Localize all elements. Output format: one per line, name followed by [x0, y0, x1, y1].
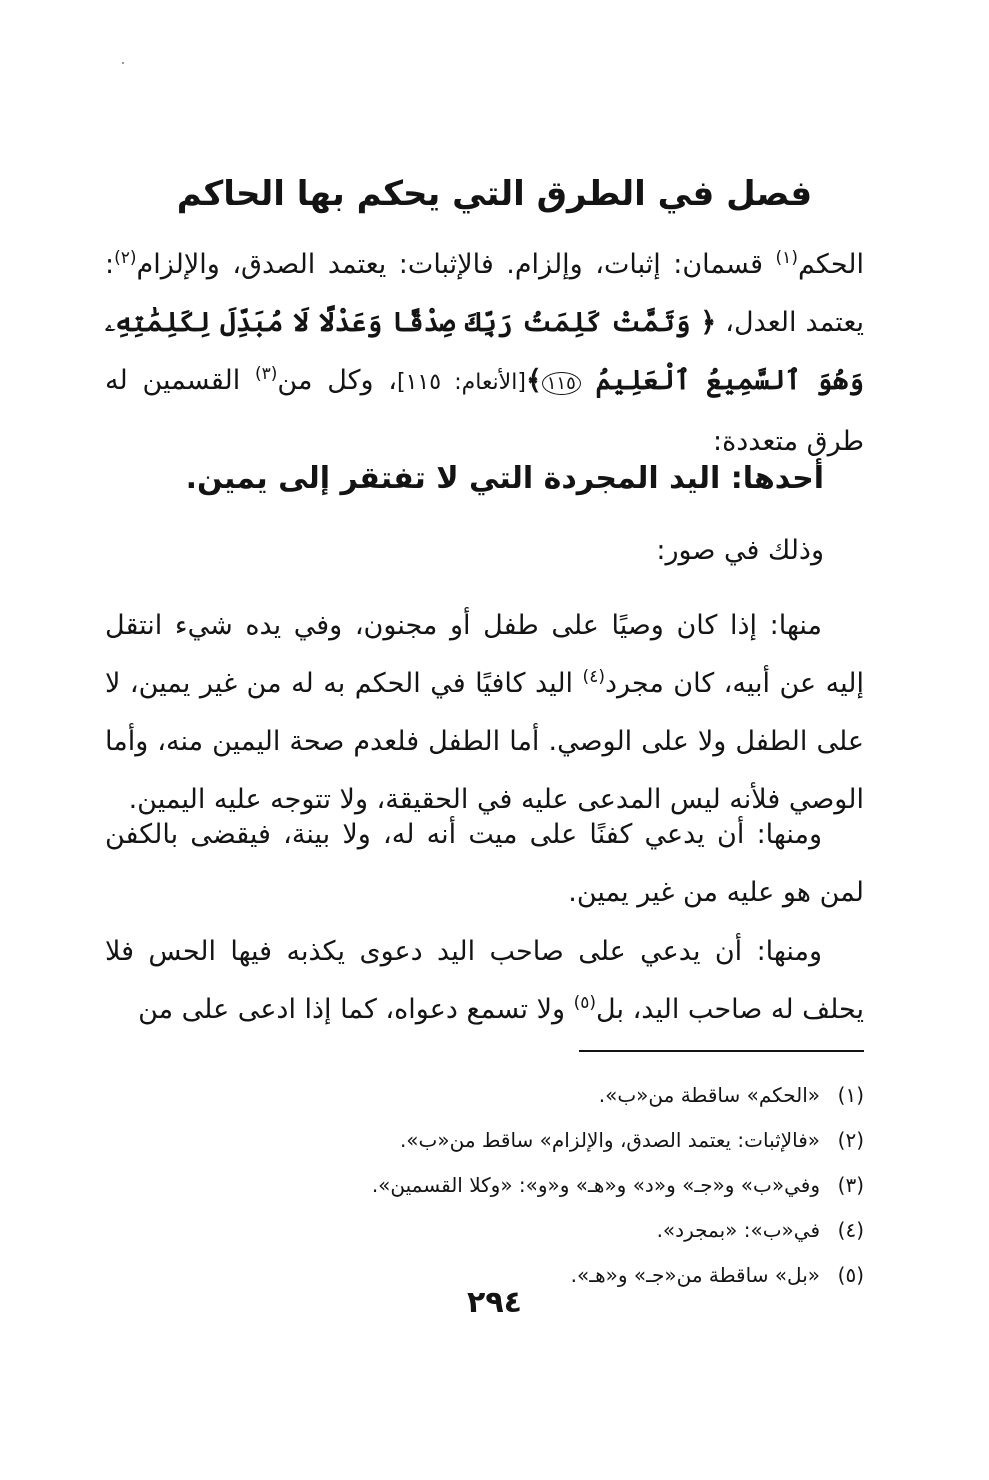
paragraph-minha-3: [105, 923, 864, 1039]
footnote-text: «فالإثبات: يعتمد الصدق، والإلزام» ساقط من«ب».: [399, 1128, 820, 1152]
quran-verse: ﴿ وَتَمَّتْ كَلِمَتُ رَبِّكَ صِدْقًا وَعَدْلًا لَا مُبَدِّلَ لِكَلِمَٰتِهِۦ وَهُوَ ٱلسَّمِيعُ ٱلْعَلِيمُ: [105, 307, 864, 396]
chapter-title: فصل في الطرق التي يحكم بها الحاكم: [176, 174, 813, 214]
intro-paragraph: [105, 236, 864, 471]
footnote-text: وفي«ب» و«جـ» و«د» و«هـ» و«و»: «وكلا القسمين».: [371, 1173, 820, 1197]
footnote-item: [120, 1118, 864, 1163]
footnote-text: «بل» ساقطة من«جـ» و«هـ».: [570, 1263, 820, 1287]
minha3-text-2: ولا تسمع دعواه، كما إذا ادعى على من: [138, 994, 574, 1025]
intro-text-1: الحكم: [797, 249, 864, 280]
footnote-number: (٢): [837, 1128, 864, 1152]
footnote-ref-1: (١): [775, 248, 798, 268]
scan-speck: [122, 62, 124, 64]
paragraph-minha-1: [105, 597, 864, 829]
intro-text-5: القسمين له طرق متعددة:: [105, 365, 864, 457]
footnote-number: (٤): [837, 1218, 864, 1242]
footnote-separator: [579, 1050, 864, 1052]
footnote-number: (٥): [837, 1263, 864, 1287]
footnote-item: [120, 1208, 864, 1253]
footnote-ref-5: (٥): [573, 993, 597, 1013]
intro-text-2: قسمان: إثبات، وإلزام. فالإثبات: يعتمد الصدق، والإلزام: [136, 249, 776, 280]
intro-text-4: ، وكل من: [277, 365, 397, 396]
quran-close-bracket: ﴾: [525, 365, 542, 396]
footnote-item: [120, 1163, 864, 1208]
section-heading: أحدها: اليد المجردة التي لا تفتقر إلى يمين.: [185, 461, 824, 496]
footnote-text: «الحكم» ساقطة من«ب».: [598, 1083, 820, 1107]
minha3-text-1: ومنها: أن يدعي على صاحب اليد دعوى يكذبه فيها الحس فلا يحلف له صاحب اليد، بل: [105, 936, 864, 1025]
forms-paragraph: وذلك في صور:: [656, 535, 824, 566]
minha2-text: ومنها: أن يدعي كفنًا على ميت أنه له، ولا بينة، فيقضى بالكفن لمن هو عليه من غير يمين.: [105, 819, 864, 908]
footnote-ref-4: (٤): [582, 667, 605, 687]
paragraph-minha-2: [105, 806, 864, 922]
verse-reference: [الأنعام: ١١٥]: [397, 370, 526, 395]
footnote-number: (٣): [837, 1173, 864, 1197]
footnote-number: (١): [837, 1083, 864, 1107]
footnotes-list: [120, 1073, 864, 1298]
footnote-ref-3: (٣): [255, 364, 278, 384]
minha1-text-1: منها: إذا كان وصيًا على طفل أو مجنون، وفي يده شيء انتقل إليه عن أبيه، كان مجرد: [105, 610, 865, 699]
ayah-number: ١١٥: [542, 372, 581, 395]
intro-text-3: : يعتمد العدل،: [105, 249, 864, 338]
page-number: ٢٩٤: [467, 1285, 522, 1320]
footnote-ref-2: (٢): [114, 248, 137, 268]
footnote-item: [120, 1073, 864, 1118]
minha1-text-2: اليد كافيًا في الحكم به له من غير يمين، لا على الطفل ولا على الوصي. أما الطفل فلعدم صحة اليمين منه، وأما الوصي فلأنه ليس المدعى عليه في الحقيقة، ولا تتوجه عليه اليمين.: [105, 668, 864, 815]
footnote-text: في«ب»: «بمجرد».: [656, 1218, 820, 1242]
